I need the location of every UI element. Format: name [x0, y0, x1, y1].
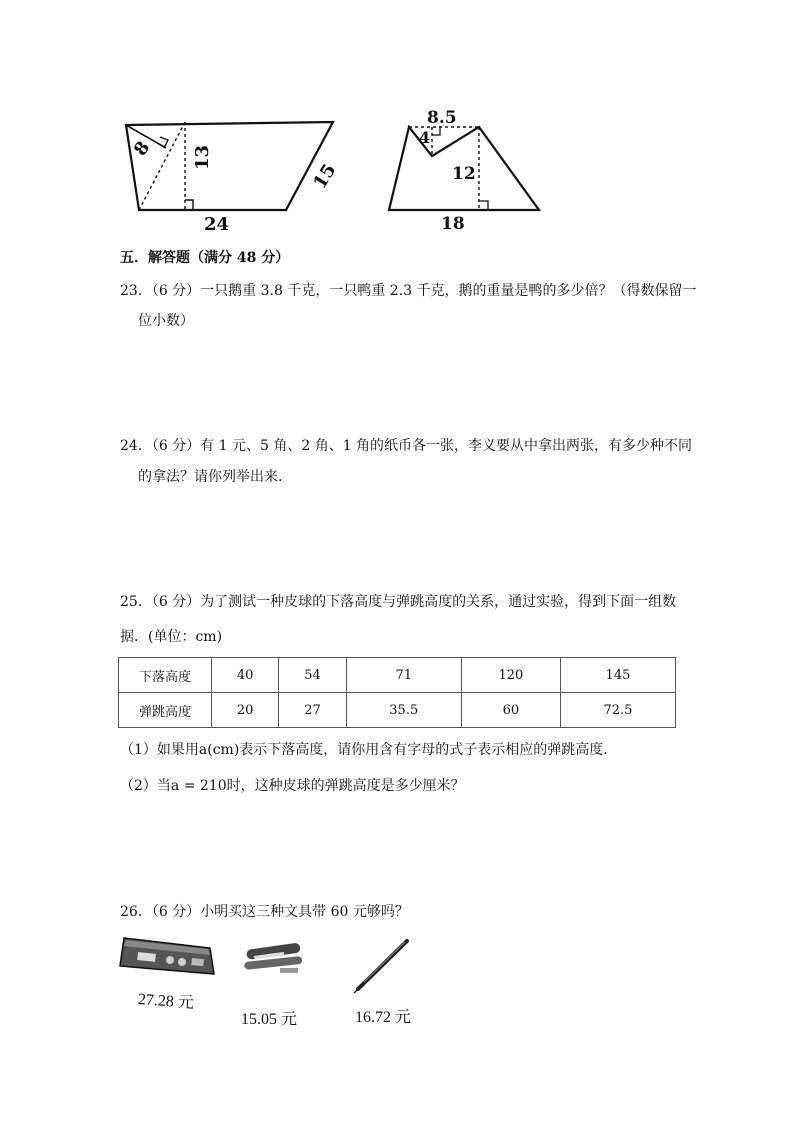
- q26-line1: 26．（6 分）小明买这三种文具带 60 元够吗？: [120, 904, 409, 920]
- figure-left-base-label: 24: [204, 214, 230, 235]
- figure-right-small-label: 4: [419, 128, 431, 147]
- figure-left-side-label: 8: [129, 137, 155, 160]
- section-title: 五．解答题（满分 48 分）: [120, 250, 290, 266]
- figure-left-slant-label: 15: [309, 160, 341, 193]
- price-pencil-case: 27.28 元: [137, 991, 195, 1012]
- q24-line1: 24．（6 分）有 1 元、5 角、2 角、1 角的纸币各一张，李义要从中拿出两张，有多少种不同: [120, 438, 693, 454]
- figure-left-right-angle-2: [185, 200, 193, 210]
- price-stapler: 15.05 元: [241, 1011, 298, 1028]
- table-cell: 60: [461, 693, 560, 728]
- pen-icon: [350, 935, 415, 995]
- q25-sub2: （2）当a = 210时，这种皮球的弹跳高度是多少厘米？: [120, 778, 465, 794]
- figure-left: [118, 110, 348, 235]
- figure-right: [382, 100, 547, 235]
- table-cell: 35.5: [346, 693, 461, 728]
- table-row: [119, 658, 676, 693]
- q25-sub1: （1）如果用a(cm)表示下落高度，请你用含有字母的式子表示相应的弹跳高度．: [120, 742, 618, 758]
- figure-left-diagonal: [139, 122, 185, 210]
- figure-right-top-label: 8.5: [427, 108, 457, 128]
- figure-right-right-angle-1: [432, 127, 440, 135]
- figure-left-outline: [126, 122, 333, 210]
- q23-line2: 位小数）: [138, 313, 194, 329]
- q25-line2: 据．(单位：cm): [120, 629, 223, 645]
- table-cell: 120: [461, 658, 560, 693]
- pencil-case-icon: [118, 930, 218, 978]
- table-header-drop: 下落高度: [119, 658, 212, 693]
- table-header-bounce: 弹跳高度: [119, 693, 212, 728]
- table-cell: 54: [279, 658, 346, 693]
- table-cell: 27: [279, 693, 346, 728]
- table-cell: 20: [212, 693, 279, 728]
- stapler-icon: [240, 940, 310, 980]
- q25-table: [118, 657, 676, 728]
- q24-line2: 的拿法？请你列举出来．: [138, 469, 292, 485]
- q23-line1: 23．（6 分）一只鹅重 3.8 千克，一只鸭重 2.3 千克，鹅的重量是鸭的多少倍？（得数保留一: [120, 283, 697, 299]
- table-row: [119, 693, 676, 728]
- figure-right-right-angle-2: [479, 201, 488, 210]
- price-pen: 16.72 元: [355, 1009, 412, 1026]
- table-cell: 72.5: [560, 693, 675, 728]
- table-cell: 40: [212, 658, 279, 693]
- figure-left-height-label: 13: [192, 144, 213, 170]
- table-cell: 145: [560, 658, 675, 693]
- figure-right-base-label: 18: [441, 214, 465, 234]
- figure-right-height-label: 12: [452, 164, 476, 184]
- q25-line1: 25．（6 分）为了测试一种皮球的下落高度与弹跳高度的关系，通过实验，得到下面一组数: [120, 594, 677, 610]
- table-cell: 71: [346, 658, 461, 693]
